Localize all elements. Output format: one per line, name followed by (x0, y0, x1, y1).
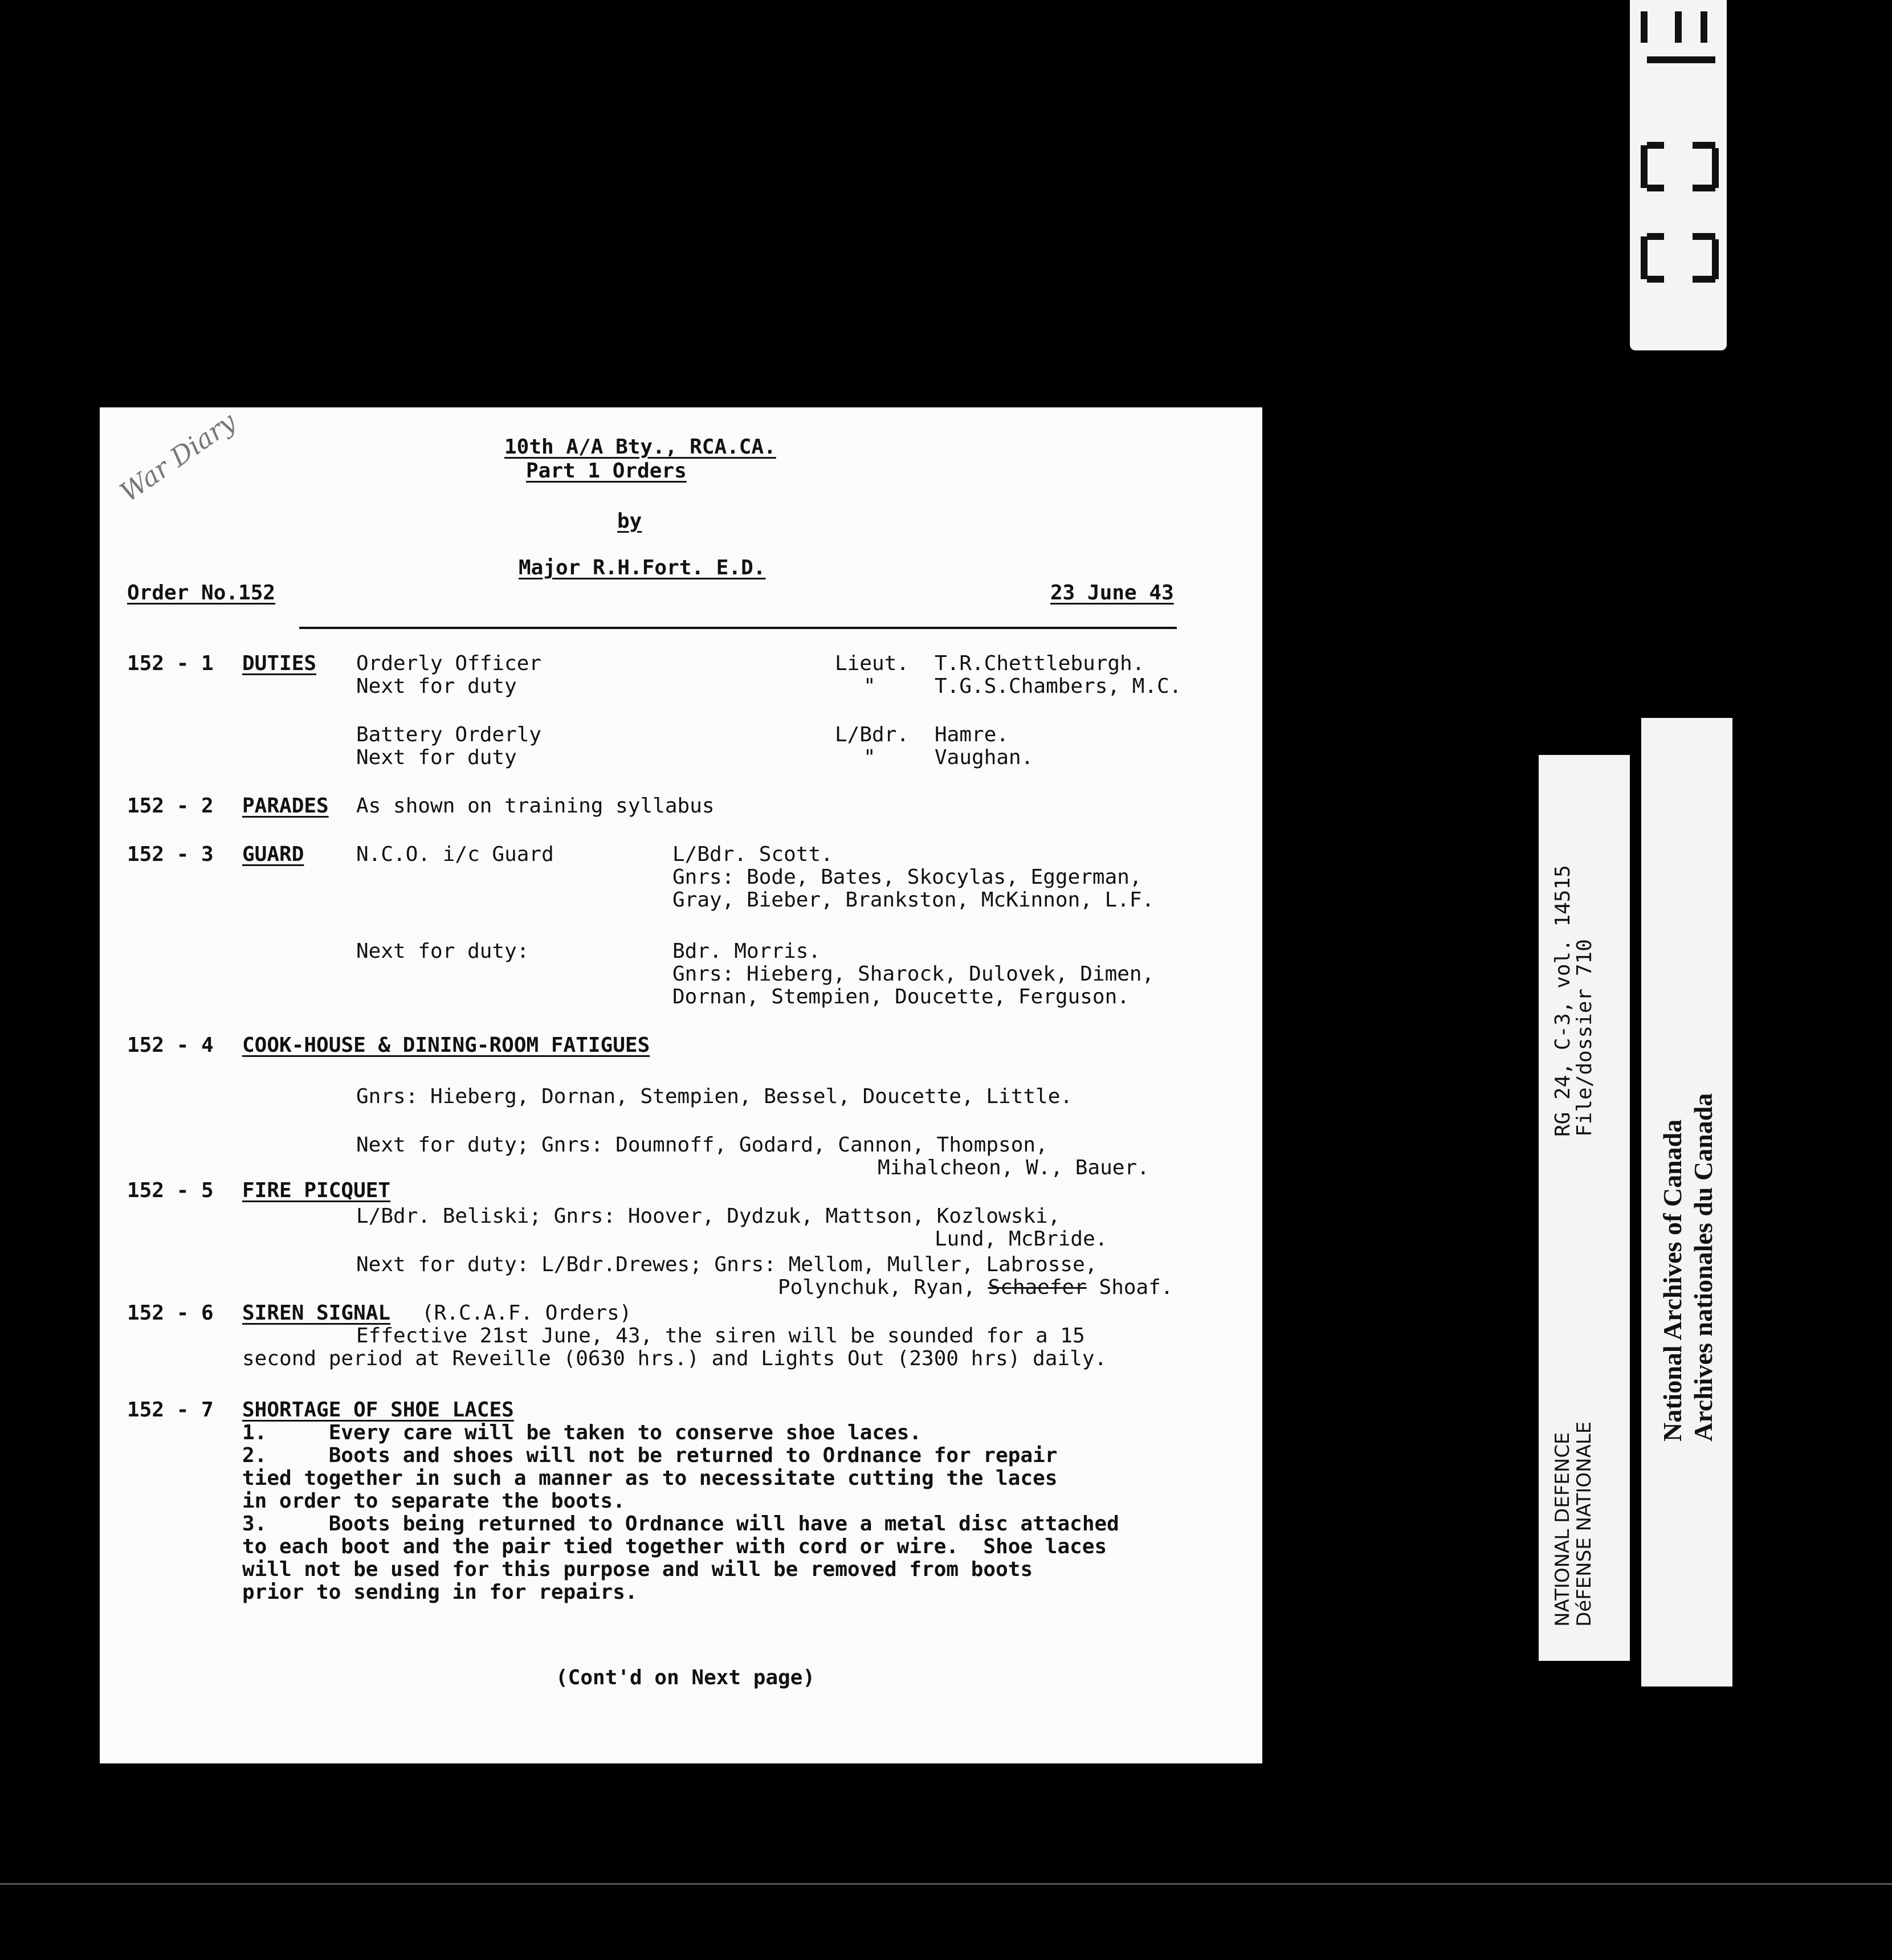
part-heading: Part 1 Orders (526, 459, 687, 483)
duty-name: T.R.Chettleburgh. (935, 652, 1145, 675)
archives-name-en: National Archives of Canada (1658, 1119, 1687, 1442)
unit-heading: 10th A/A Bty., RCA.CA. (504, 435, 776, 459)
order-date: 23 June 43 (1050, 581, 1174, 605)
guard-next-gunners: Gnrs: Hieberg, Sharock, Dulovek, Dimen, (672, 962, 1155, 986)
shoe-laces-line: 1. Every care will be taken to conserve shoe laces. (242, 1421, 922, 1444)
duty-name: T.G.S.Chambers, M.C. (935, 675, 1182, 698)
shoe-laces-line: prior to sending in for repairs. (242, 1581, 638, 1604)
siren-source: (R.C.A.F. Orders) (422, 1301, 632, 1325)
section-number: 152 - 6 (127, 1301, 214, 1325)
shoe-laces-line: will not be used for this purpose and will be removed from boots (242, 1558, 1033, 1581)
guard-next-ncoi: Bdr. Morris. (672, 940, 821, 963)
fatigues-line: Gnrs: Hieberg, Dornan, Stempien, Bessel, Doucette, Little. (356, 1085, 1073, 1108)
section-number: 152 - 7 (127, 1398, 214, 1422)
shoe-laces-line: 2. Boots and shoes will not be returned to Ordnance for repair (242, 1444, 1058, 1467)
duty-role: Orderly Officer (356, 652, 542, 675)
by-label: by (617, 509, 642, 533)
picquet-line: Next for duty: L/Bdr.Drewes; Gnrs: Mellom, Muller, Labrosse, (356, 1253, 1098, 1276)
section-title-guard: GUARD (242, 843, 304, 866)
section-number: 152 - 1 (127, 652, 214, 675)
picquet-names: Polynchuk, Ryan, (778, 1276, 988, 1299)
officer-name: Major R.H.Fort. E.D. (519, 556, 766, 579)
section-title-fatigues: COOK-HOUSE & DINING-ROOM FATIGUES (242, 1034, 650, 1057)
struck-name: Schaefer (988, 1276, 1087, 1299)
siren-line: Effective 21st June, 43, the siren will be sounded for a 15 (356, 1324, 1085, 1348)
section-number: 152 - 5 (127, 1179, 214, 1202)
fatigues-line: Next for duty; Gnrs: Doumnoff, Godard, Cannon, Thompson, (356, 1133, 1048, 1157)
header-rule (299, 627, 1177, 629)
department-en: NATIONAL DEFENCE (1551, 1432, 1574, 1627)
archive-file: File/dossier 710 (1573, 939, 1596, 1137)
duty-rank: Lieut. (835, 652, 910, 675)
document-page (100, 407, 1262, 1763)
section-number: 152 - 2 (127, 794, 214, 818)
picquet-line: Lund, McBride. (935, 1227, 1108, 1251)
duty-rank: " (863, 746, 876, 769)
guard-role: N.C.O. i/c Guard (356, 843, 554, 866)
parades-text: As shown on training syllabus (356, 794, 715, 818)
fatigues-line: Mihalcheon, W., Bauer. (878, 1156, 1149, 1179)
picquet-line (778, 1276, 1173, 1299)
duty-role: Next for duty (356, 675, 517, 698)
guard-ncoi: L/Bdr. Scott. (672, 843, 833, 866)
shoe-laces-line: tied together in such a manner as to necessitate cutting the laces (242, 1467, 1058, 1490)
section-title-shoe-laces: SHORTAGE OF SHOE LACES (242, 1398, 514, 1422)
section-title-siren: SIREN SIGNAL (242, 1301, 391, 1325)
order-number: Order No.152 (127, 581, 276, 605)
siren-line: second period at Reveille (0630 hrs.) and Lights Out (2300 hrs) daily. (242, 1347, 1107, 1370)
handwritten-note: War Diary (114, 406, 242, 508)
shoe-laces-line: 3. Boots being returned to Ordnance will have a metal disc attached (242, 1512, 1119, 1536)
duty-name: Hamre. (935, 723, 1009, 746)
section-title-fire-picquet: FIRE PICQUET (242, 1179, 391, 1202)
film-edge-line (0, 1883, 1892, 1885)
frame-counter-digits (1630, 0, 1727, 350)
guard-gunners: Gray, Bieber, Brankston, McKinnon, L.F. (672, 888, 1155, 912)
frame-counter-strip (1630, 0, 1727, 350)
duty-role: Battery Orderly (356, 723, 542, 746)
archive-reference: RG 24, C-3, vol. 14515 (1551, 865, 1575, 1137)
shoe-laces-line: to each boot and the pair tied together with cord or wire. Shoe laces (242, 1535, 1107, 1558)
continued-note: (Cont'd on Next page) (556, 1666, 815, 1689)
guard-gunners: Gnrs: Bode, Bates, Skocylas, Eggerman, (672, 865, 1142, 889)
duty-rank: " (863, 675, 876, 698)
section-title-duties: DUTIES (242, 652, 317, 675)
archives-name-tab (1641, 718, 1732, 1687)
department-fr: DéFENSE NATIONALE (1573, 1421, 1596, 1627)
archives-name-fr: Archives nationales du Canada (1689, 1093, 1718, 1442)
section-number: 152 - 3 (127, 843, 214, 866)
section-number: 152 - 4 (127, 1034, 214, 1057)
duty-rank: L/Bdr. (835, 723, 910, 746)
shoe-laces-line: in order to separate the boots. (242, 1489, 625, 1513)
duty-name: Vaughan. (935, 746, 1034, 769)
guard-next-label: Next for duty: (356, 940, 529, 963)
guard-next-gunners: Dornan, Stempien, Doucette, Ferguson. (672, 985, 1130, 1008)
picquet-line: L/Bdr. Beliski; Gnrs: Hoover, Dydzuk, Mattson, Kozlowski, (356, 1204, 1061, 1228)
archive-reference-tab (1539, 755, 1630, 1661)
section-title-parades: PARADES (242, 794, 329, 818)
duty-role: Next for duty (356, 746, 517, 769)
picquet-names: Shoaf. (1086, 1276, 1173, 1299)
